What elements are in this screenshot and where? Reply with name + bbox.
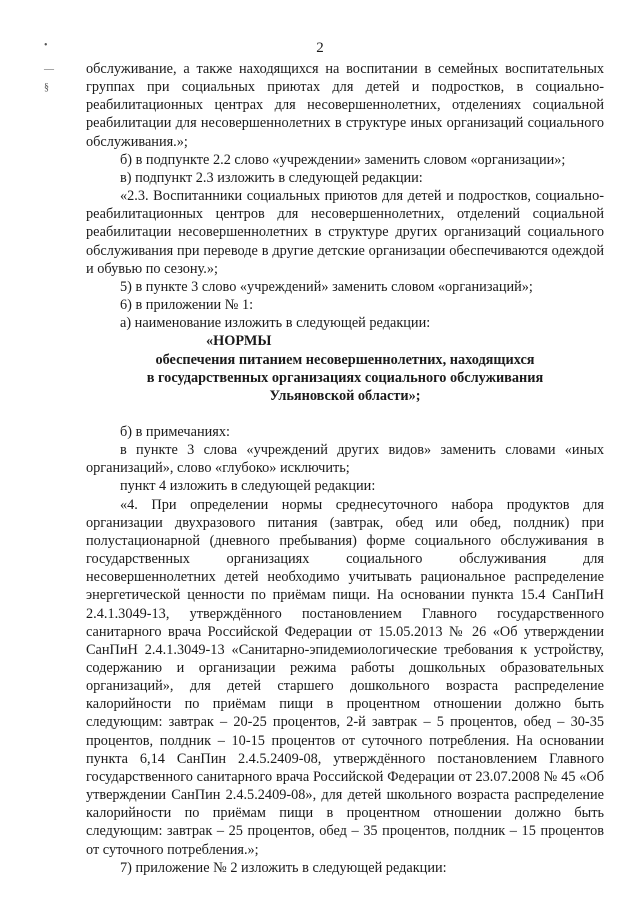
- paragraph: в пункте 3 слова «учреждений других видов» заменить словами «иных организаций», слово «глубоко» исключить;: [86, 442, 604, 477]
- heading-title: «НОРМЫ: [206, 333, 272, 350]
- document-body: [86, 60, 604, 877]
- paragraph: 6) в приложении № 1:: [120, 297, 254, 314]
- margin-mark: —: [44, 64, 54, 75]
- paragraph: 7) приложение № 2 изложить в следующей редакции:: [120, 859, 447, 876]
- paragraph: пункт 4 изложить в следующей редакции:: [120, 478, 376, 495]
- quoted-paragraph: «2.3. Воспитанники социальных приютов для детей и подростков, социально-реабилитационных центров для несовершеннолетних, отделений социальной реабилитации несовершеннолетних в структуре других организаций социального обслуживания при переводе в другие детские организации обеспечиваются одеждой и обувью по сезону.»;: [86, 188, 604, 277]
- paragraph: а) наименование изложить в следующей редакции:: [120, 315, 431, 332]
- quoted-paragraph: «4. При определении нормы среднесуточного набора продуктов для организации двухразового питания (завтрак, обед или обед, полдник) при полустационарной (дневного пребывания) форме социального обслуживания в государственных организациях социального обслуживания для несовершеннолетних детей необходимо учитывать рациональное распределение энергетической ценности по приёмам пищи. На основании пункта 15.4 СанПиН 2.4.1.3049-13, утверждённого постановлением Главного государственного санитарного врача Российской Федерации от 15.05.2013 № 26 «Об утверждении СанПиН 2.4.1.3049-13 «Санитарно-эпидемиологические требования к устройству, содержанию и организации режима работы дошкольных образовательных организаций», для детей старшего дошкольного возраста распределение калорийности по приёмам пищи в процентном отношении должно быть следующим: завтрак – 20-25 процентов, 2-й завтрак – 5 процентов, обед – 30-35 процентов, полдник – 10-15 процентов от суточного потребления. На основании пункта 6,14 СанПин 2.4.5.2409-08, утверждённого постановлением Главного государственного санитарного врача Российской Федерации от 23.07.2008 № 45 «Об утверждении СанПин 2.4.5.2409-08», для детей школьного возраста распределение калорийности по приёмам пищи в процентном отношении должно быть следующим: завтрак – 25 процентов, обед – 35 процентов, полдник – 15 процентов от суточного потребления.»;: [86, 496, 604, 858]
- heading-line: в государственных организациях социального обслуживания: [146, 369, 544, 386]
- paragraph: б) в примечаниях:: [120, 423, 230, 440]
- heading-line: Ульяновской области»;: [269, 387, 421, 404]
- paragraph: б) в подпункте 2.2 слово «учреждении» заменить словом «организации»;: [120, 151, 566, 168]
- margin-mark: §: [44, 82, 49, 93]
- paragraph: в) подпункт 2.3 изложить в следующей редакции:: [120, 169, 423, 186]
- page-number: 2: [316, 40, 324, 56]
- paragraph: 5) в пункте 3 слово «учреждений» заменить словом «организаций»;: [120, 278, 533, 295]
- heading-line: обеспечения питанием несовершеннолетних, находящихся: [155, 351, 535, 368]
- margin-mark: •: [44, 40, 48, 51]
- paragraph: обслуживание, а также находящихся на воспитании в семейных воспитательных группах при социальных приютах для детей и подростков, в социально-реабилитационных центрах для несовершеннолетних, отделениях социальной реабилитации для несовершеннолетних в структуре иных организаций социального обслуживания.»;: [86, 61, 604, 150]
